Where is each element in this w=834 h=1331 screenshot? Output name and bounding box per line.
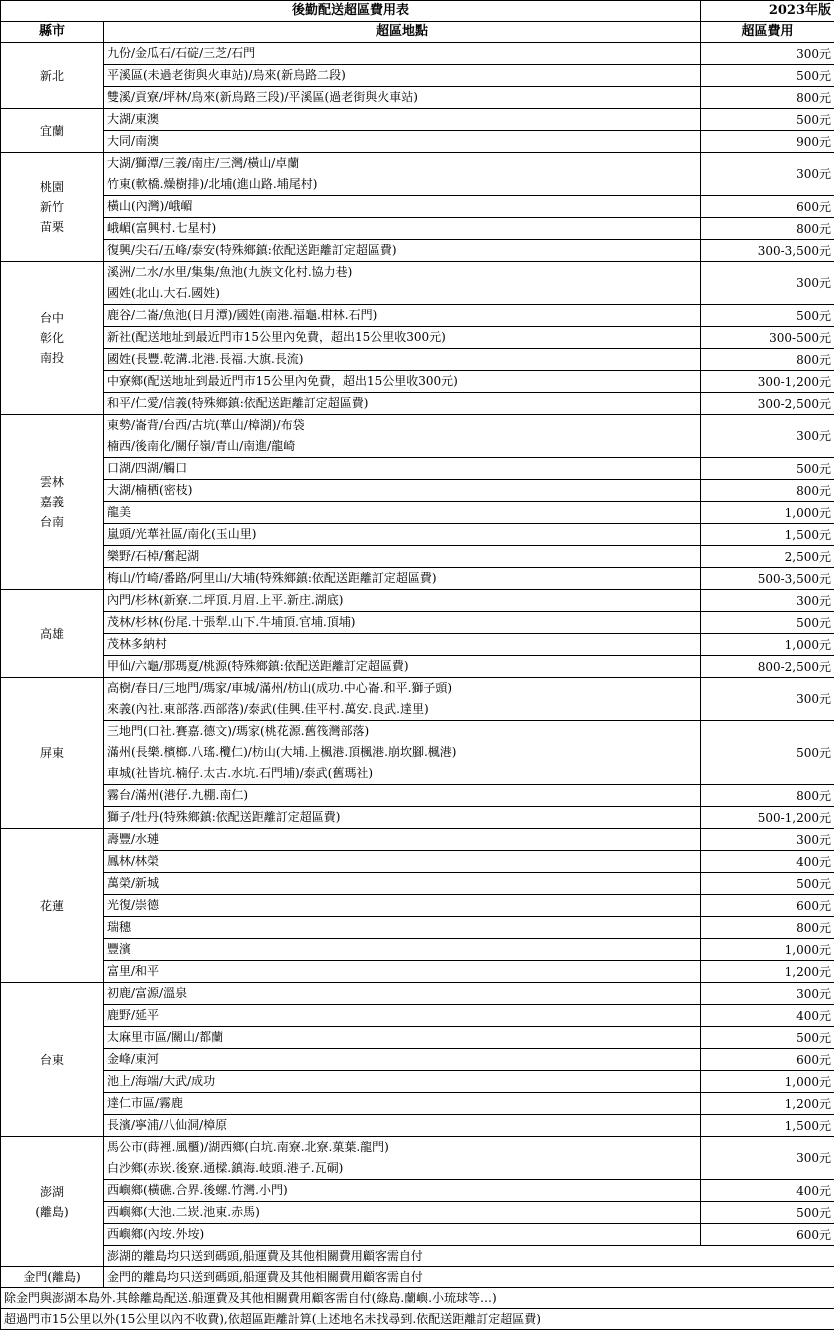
location-line: 鹿野/延平 [107, 1008, 160, 1022]
location-line: 萬榮/新城 [107, 876, 160, 890]
county-name: 澎湖 [39, 1184, 64, 1199]
location-cell [104, 895, 701, 917]
county-name: 高雄 [39, 626, 64, 641]
fee-cell: 1,000元 [701, 502, 834, 524]
location-cell [104, 678, 701, 721]
location-line: 馬公市(蒔裡.風櫃)/湖西鄉(白坑.南寮.北寮.菓葉.龍門) [107, 1140, 389, 1154]
fee-row [1, 721, 834, 785]
fee-row [1, 678, 834, 721]
fee-row [1, 1093, 834, 1115]
location-line: 峨嵋(富興村.七星村) [107, 221, 217, 235]
location-line: 內門/杉林(新寮.二坪頂.月眉.上平.新庄.湖底) [107, 593, 344, 607]
header-row [1, 22, 834, 43]
fee-cell: 1,000元 [701, 939, 834, 961]
fee-column-header: 超區費用 [701, 22, 834, 43]
county-name: 新竹 [39, 200, 64, 214]
location-cell [104, 1071, 701, 1093]
location-line: 新社(配送地址到最近門市15公里內免費，超出15公里收300元) [107, 330, 446, 344]
fee-cell: 800元 [701, 480, 834, 502]
fee-cell: 300元 [701, 1137, 834, 1180]
fee-cell: 800元 [701, 917, 834, 939]
location-cell [104, 87, 701, 109]
location-cell [104, 634, 701, 656]
fee-row [1, 415, 834, 458]
fee-cell: 500-3,500元 [701, 568, 834, 590]
county-cell [1, 262, 104, 415]
county-name: 台南 [39, 515, 64, 529]
fee-cell: 500元 [701, 65, 834, 87]
fee-cell: 500元 [701, 1202, 834, 1224]
county-cell [1, 590, 104, 678]
fee-cell: 600元 [701, 1049, 834, 1071]
fee-cell: 800元 [701, 218, 834, 240]
location-cell [104, 371, 701, 393]
fee-cell: 800元 [701, 349, 834, 371]
fee-cell: 300-1,200元 [701, 371, 834, 393]
fee-cell: 400元 [701, 1180, 834, 1202]
fee-row [1, 480, 834, 502]
fee-row [1, 1049, 834, 1071]
kinmen-note: 金門的離島均只送到碼頭,船運費及其他相關費用顧客需自付 [104, 1267, 834, 1288]
fee-row [1, 590, 834, 612]
location-line: 西嶼鄉(內垵.外垵) [107, 1227, 205, 1241]
location-line: 瑞穗 [107, 920, 132, 934]
fee-row [1, 785, 834, 807]
location-line: 大同/南澳 [107, 134, 160, 148]
location-line: 口湖/四湖/觸口 [107, 461, 188, 475]
fee-row [1, 43, 834, 65]
location-cell [104, 656, 701, 678]
fee-row [1, 546, 834, 568]
fee-row [1, 983, 834, 1005]
location-column-header: 超區地點 [104, 22, 701, 43]
location-cell [104, 415, 701, 458]
fee-cell: 1,000元 [701, 1071, 834, 1093]
location-line: 金峰/東河 [107, 1052, 160, 1066]
fee-row [1, 895, 834, 917]
location-line: 竹東(軟橋.燥樹排)/北埔(進山路.埔尾村) [107, 177, 318, 191]
location-line: 獅子/牡丹(特殊鄉鎮:依配送距離訂定超區費) [107, 810, 341, 824]
fee-cell: 800-2,500元 [701, 656, 834, 678]
location-line: 太麻里市區/關山/都蘭 [107, 1030, 224, 1044]
fee-row [1, 502, 834, 524]
location-line: 來義(內社.東部落.西部落)/泰武(佳興.佳平村.萬安.良武.達里) [107, 702, 429, 716]
county-name: 台東 [39, 1052, 64, 1067]
county-name: 嘉義 [39, 495, 64, 509]
fee-cell: 300-3,500元 [701, 240, 834, 262]
county-name: 新北 [39, 68, 64, 83]
location-line: 鹿谷/二崙/魚池(日月潭)/國姓(南港.福龜.柑林.石門) [107, 308, 378, 322]
location-line: 甲仙/六龜/那瑪夏/桃源(特殊鄉鎮:依配送距離訂定超區費) [107, 659, 409, 673]
location-cell [104, 1005, 701, 1027]
county-cell [1, 983, 104, 1137]
note-row [1, 1246, 834, 1267]
fee-row [1, 131, 834, 153]
fee-row [1, 371, 834, 393]
title-row [1, 1, 834, 22]
fee-row [1, 524, 834, 546]
footer-row [1, 1309, 834, 1330]
location-cell [104, 109, 701, 131]
fee-row [1, 1027, 834, 1049]
location-cell [104, 546, 701, 568]
location-line: 雙溪/貢寮/坪林/烏來(新烏路三段)/平溪區(過老街與火車站) [107, 90, 418, 104]
county-name: 屏東 [39, 746, 64, 760]
fee-cell: 600元 [701, 196, 834, 218]
fee-cell: 600元 [701, 895, 834, 917]
fee-cell: 300元 [701, 829, 834, 851]
fee-row [1, 829, 834, 851]
location-line: 楠西/後南化/關仔嶺/青山/南進/龍崎 [107, 439, 296, 453]
fee-cell: 300元 [701, 590, 834, 612]
location-cell [104, 983, 701, 1005]
footer-note: 除金門與澎湖本島外.其餘離島配送.船運費及其他相關費用顧客需自付(綠島.蘭嶼.小琉球等…) [1, 1288, 834, 1309]
location-line: 豐濱 [107, 942, 132, 956]
location-cell [104, 917, 701, 939]
location-line: 高樹/春日/三地門/瑪家/車城/滿州/枋山(成功.中心崙.和平.獅子頭) [107, 681, 453, 695]
location-cell [104, 327, 701, 349]
fee-cell: 900元 [701, 131, 834, 153]
fee-row [1, 1005, 834, 1027]
fee-cell: 500元 [701, 458, 834, 480]
fee-row [1, 218, 834, 240]
county-name: 彰化 [39, 331, 64, 345]
location-line: 大湖/獅潭/三義/南庄/三灣/橫山/卓蘭 [107, 156, 300, 170]
location-line: 滿州(長樂.檳榔.八瑤.欖仁)/枋山(大埔.上楓港.頂楓港.崩坎腳.楓港) [107, 745, 457, 759]
fee-cell: 800元 [701, 785, 834, 807]
kinmen-row [1, 1267, 834, 1288]
fee-row [1, 1115, 834, 1137]
location-line: 橫山(內灣)/峨嵋 [107, 199, 193, 213]
fee-cell: 300元 [701, 153, 834, 196]
fee-row [1, 939, 834, 961]
location-cell [104, 807, 701, 829]
location-cell [104, 939, 701, 961]
location-line: 壽豐/水璉 [107, 832, 160, 846]
location-cell [104, 829, 701, 851]
fee-row [1, 153, 834, 196]
fee-cell: 500元 [701, 721, 834, 785]
location-line: 國姓(長豐.乾溝.北港.長福.大旗.長流) [107, 352, 304, 366]
fee-cell: 300元 [701, 43, 834, 65]
location-cell [104, 1180, 701, 1202]
footer-note: 超過門市15公里以外(15公里以內不收費),依超區距離計算(上述地名未找尋到.依配送距離訂定超區費) [1, 1309, 834, 1330]
fee-row [1, 305, 834, 327]
location-line: 和平/仁愛/信義(特殊鄉鎮:依配送距離訂定超區費) [107, 396, 369, 410]
county-name: 台中 [39, 311, 64, 325]
fee-row [1, 327, 834, 349]
version-label: 2023年版 [701, 1, 834, 22]
county-name: 雲林 [39, 475, 64, 489]
fee-row [1, 240, 834, 262]
fee-cell: 500元 [701, 873, 834, 895]
location-cell [104, 458, 701, 480]
county-name: 苗栗 [39, 220, 64, 234]
fee-row [1, 807, 834, 829]
fee-cell: 2,500元 [701, 546, 834, 568]
fee-cell: 300元 [701, 262, 834, 305]
location-cell [104, 1137, 701, 1180]
location-cell [104, 873, 701, 895]
county-cell [1, 109, 104, 153]
fee-row [1, 961, 834, 983]
fee-row [1, 1202, 834, 1224]
location-cell [104, 1224, 701, 1246]
location-cell [104, 153, 701, 196]
location-line: 三地門(口社.賽嘉.德文)/瑪家(桃花源.舊筏灣部落) [107, 724, 370, 738]
county-cell [1, 829, 104, 983]
fee-cell: 400元 [701, 851, 834, 873]
location-cell [104, 1049, 701, 1071]
location-line: 西嶼鄉(大池.二崁.池東.赤馬) [107, 1205, 260, 1219]
fee-row [1, 1137, 834, 1180]
fee-row [1, 1224, 834, 1246]
location-line: 九份/金瓜石/石碇/三芝/石門 [107, 46, 256, 60]
location-line: 嵐頭/光華社區/南化(玉山里) [107, 527, 257, 541]
county-cell [1, 678, 104, 829]
location-line: 大湖/楠栖(密枝) [107, 483, 193, 497]
location-cell [104, 131, 701, 153]
county-cell [1, 153, 104, 262]
fee-cell: 300-2,500元 [701, 393, 834, 415]
county-name: 桃園 [39, 180, 64, 194]
location-cell [104, 851, 701, 873]
county-cell [1, 43, 104, 109]
location-cell [104, 568, 701, 590]
location-line: 長濱/寧浦/八仙洞/樟原 [107, 1118, 228, 1132]
sheet-title: 後勤配送超區費用表 [1, 1, 701, 22]
fee-cell: 1,000元 [701, 634, 834, 656]
fee-cell: 800元 [701, 87, 834, 109]
fee-row [1, 87, 834, 109]
fee-cell: 500-1,200元 [701, 807, 834, 829]
location-line: 龍美 [107, 505, 132, 519]
location-line: 富里/和平 [107, 964, 160, 978]
fee-row [1, 109, 834, 131]
fee-row [1, 196, 834, 218]
location-cell [104, 1027, 701, 1049]
fee-row [1, 656, 834, 678]
county-name: 南投 [39, 351, 64, 365]
location-line: 復興/尖石/五峰/泰安(特殊鄉鎮:依配送距離訂定超區費) [107, 243, 397, 257]
fee-cell: 400元 [701, 1005, 834, 1027]
footer-row [1, 1288, 834, 1309]
location-line: 溪洲/二水/水里/集集/魚池(九族文化村.協力巷) [107, 265, 353, 279]
location-cell [104, 961, 701, 983]
fee-cell: 300元 [701, 678, 834, 721]
fee-row [1, 612, 834, 634]
location-cell [104, 262, 701, 305]
kinmen-county: 金門(離島) [1, 1267, 104, 1288]
location-line: 茂林/杉林(份尾.十張犁.山下.牛埔頂.官埔.頂埔) [107, 615, 356, 629]
location-line: 中寮鄉(配送地址到最近門市15公里內免費，超出15公里收300元) [107, 374, 458, 388]
county-name: 花蓮 [39, 898, 64, 913]
fee-row [1, 349, 834, 371]
fee-cell: 600元 [701, 1224, 834, 1246]
location-line: 西嶼鄉(橫礁.合界.後螺.竹灣.小門) [107, 1183, 288, 1197]
fee-row [1, 458, 834, 480]
location-line: 茂林多納村 [107, 637, 168, 651]
county-cell [1, 415, 104, 590]
fee-row [1, 1180, 834, 1202]
fee-row [1, 917, 834, 939]
location-cell [104, 305, 701, 327]
fee-cell: 300元 [701, 983, 834, 1005]
fee-row [1, 393, 834, 415]
location-cell [104, 1115, 701, 1137]
location-cell [104, 480, 701, 502]
location-cell [104, 502, 701, 524]
location-line: 平溪區(未過老街與火車站)/烏來(新烏路二段) [107, 68, 346, 82]
location-cell [104, 218, 701, 240]
fee-row [1, 873, 834, 895]
location-line: 大湖/東澳 [107, 112, 160, 126]
location-cell [104, 785, 701, 807]
fee-cell: 500元 [701, 109, 834, 131]
location-cell [104, 43, 701, 65]
island-note: 澎湖的離島均只送到碼頭,船運費及其他相關費用顧客需自付 [104, 1246, 834, 1267]
fee-cell: 1,500元 [701, 1115, 834, 1137]
location-cell [104, 349, 701, 371]
location-line: 白沙鄉(赤崁.後寮.通樑.鎮海.岐頭.港子.瓦硐) [107, 1161, 344, 1175]
location-line: 光復/崇德 [107, 898, 160, 912]
location-line: 車城(社皆坑.楠仔.太古.水坑.石門埔)/泰武(舊瑪社) [107, 766, 374, 780]
location-cell [104, 240, 701, 262]
location-cell [104, 590, 701, 612]
fee-cell: 500元 [701, 1027, 834, 1049]
fee-cell: 1,200元 [701, 1093, 834, 1115]
county-cell [1, 1137, 104, 1267]
county-name: 宜蘭 [39, 123, 64, 138]
location-line: 霧台/滿州(港仔.九棚.南仁) [107, 788, 249, 802]
location-cell [104, 612, 701, 634]
location-line: 池上/海端/大武/成功 [107, 1074, 216, 1088]
location-cell [104, 524, 701, 546]
county-name: (離島) [35, 1204, 69, 1219]
fee-cell: 1,200元 [701, 961, 834, 983]
location-line: 國姓(北山.大石.國姓) [107, 286, 220, 300]
location-line: 東勢/崙背/台西/古坑(華山/樟湖)/布袋 [107, 418, 305, 432]
location-line: 初鹿/富源/溫泉 [107, 986, 188, 1000]
location-line: 鳳林/林榮 [107, 854, 160, 868]
location-cell [104, 196, 701, 218]
location-cell [104, 393, 701, 415]
fee-cell: 300-500元 [701, 327, 834, 349]
fee-row [1, 65, 834, 87]
fee-row [1, 634, 834, 656]
fee-cell: 300元 [701, 415, 834, 458]
fee-cell: 1,500元 [701, 524, 834, 546]
location-cell [104, 65, 701, 87]
fee-row [1, 1071, 834, 1093]
fee-cell: 500元 [701, 305, 834, 327]
fee-row [1, 262, 834, 305]
location-line: 樂野/石棹/奮起湖 [107, 549, 200, 563]
location-line: 梅山/竹崎/番路/阿里山/大埔(特殊鄉鎮:依配送距離訂定超區費) [107, 571, 437, 585]
county-column-header: 縣市 [1, 22, 104, 43]
location-cell [104, 1093, 701, 1115]
location-line: 達仁市區/霧鹿 [107, 1096, 184, 1110]
location-cell [104, 721, 701, 785]
fee-row [1, 851, 834, 873]
location-cell [104, 1202, 701, 1224]
fee-row [1, 568, 834, 590]
fee-cell: 500元 [701, 612, 834, 634]
